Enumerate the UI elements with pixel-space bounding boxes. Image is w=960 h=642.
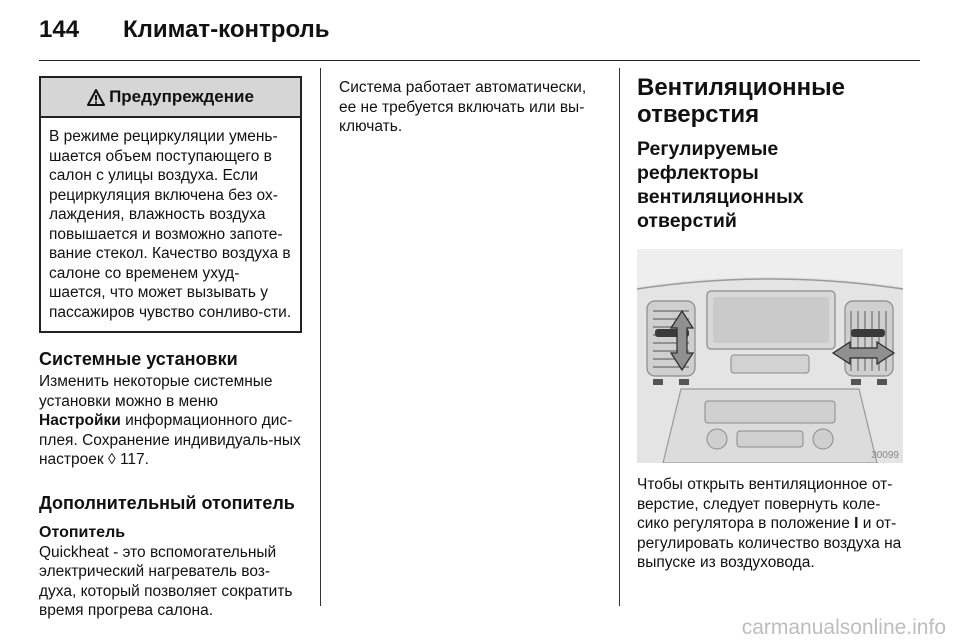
column-3: [637, 74, 903, 573]
heater-text: Quickheat - это вспомогательный электрический нагреватель воз-духа, который позволяет сократить время прогрева салона.: [39, 543, 293, 619]
vents-subtitle: Регулируемые рефлекторы вентиляционных отверстий: [637, 138, 804, 232]
page-header: [39, 16, 330, 44]
chapter-title: Климат-контроль: [123, 16, 330, 43]
auto-note-text: Система работает автоматически, ее не требуется включать или вы-ключать.: [339, 79, 587, 135]
vents-text-start: Чтобы открыть вентиляционное от-верстие, следует повернуть коле-сико регулятора в положение: [637, 476, 893, 532]
system-settings-text-start: Изменить некоторые системные установки можно в меню: [39, 373, 273, 410]
header-rule: [39, 60, 920, 61]
system-settings-text-end: информационного дис-плея. Сохранение индивидуаль-ных настроек: [39, 412, 301, 468]
page-ref-icon: ◊: [107, 451, 116, 468]
page-number: 144: [39, 16, 80, 43]
position-mark: I: [854, 515, 859, 532]
watermark: carmanualsonline.info: [741, 616, 946, 639]
warning-title: Предупреждение: [109, 87, 254, 106]
column-divider-1: [320, 68, 321, 606]
column-1: [39, 76, 302, 621]
column-divider-2: [619, 68, 620, 606]
page-ref-number: 117.: [115, 451, 149, 468]
vents-text: [637, 475, 903, 573]
system-settings-heading: Системные установки: [39, 349, 238, 369]
warning-box: [39, 76, 302, 333]
vent-figure: [637, 249, 903, 463]
warning-header: [41, 78, 300, 118]
aux-heater-heading: Дополнительный отопитель: [39, 492, 295, 513]
settings-menu-name: Настройки: [39, 412, 121, 429]
warning-body: [41, 118, 300, 331]
vents-text-end: и от-регулировать количество воздуха на выпуске из воздуховода.: [637, 515, 902, 571]
figure-id: 30099: [871, 450, 899, 461]
warning-triangle-icon: [87, 89, 105, 106]
system-settings-text: [39, 372, 302, 470]
vents-title: Вентиляционные отверстия: [637, 74, 845, 128]
warning-text: В режиме рециркуляции умень-шается объем поступающего в салон с улицы воздуха. Если рециркуляция включена без ох-лаждения, влажность воздуха повышается и возможно запоте-вание стекол. Качество воздуха в салоне со временем ухуд-шается, что может вызывать у пассажиров чувство сонливо-сти.: [49, 128, 292, 321]
column-2: [339, 78, 602, 137]
heater-subheading: Отопитель: [39, 523, 126, 541]
